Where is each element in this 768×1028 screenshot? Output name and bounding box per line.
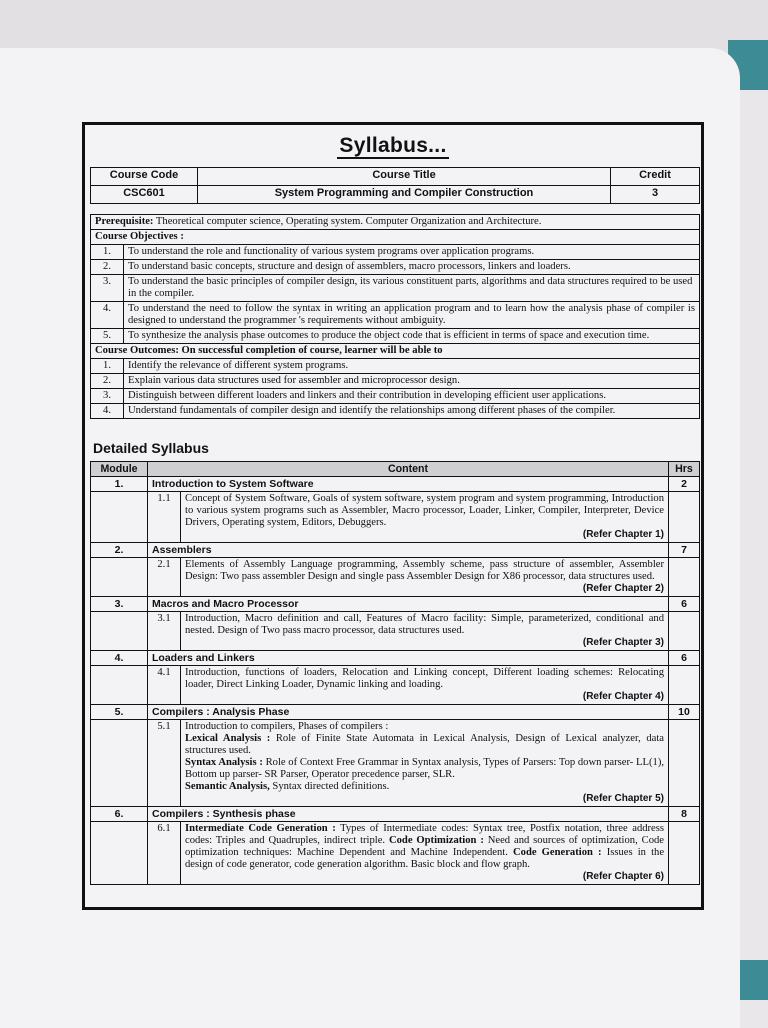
module-row: 4. Loaders and Linkers 6: [91, 651, 700, 666]
outcome-row: 3. Distinguish between different loaders and linkers and their contribution in developing efficient user applications.: [91, 389, 700, 404]
page-title: Syllabus...: [339, 134, 447, 157]
course-title: System Programming and Compiler Construction: [198, 186, 611, 204]
submodule-row: 4.1 Introduction, functions of loaders, Relocation and Linking concept, Different loading schemes: Relocating loader, Direct Linking Loader, Dynamic linking and loading. (Refer Chapter 4): [91, 666, 700, 705]
detailed-syllabus-heading: Detailed Syllabus: [93, 440, 209, 456]
hrs-header: Hrs: [669, 462, 700, 477]
submodule-row: 3.1 Introduction, Macro definition and call, Features of Macro facility: Simple, parameterized, conditional and nested. Design of Two pass macro processor, data structures used. (Refer Chapter 3): [91, 612, 700, 651]
background-top: [0, 0, 768, 55]
objective-row: 2. To understand basic concepts, structure and design of assemblers, macro processors, linkers and loaders.: [91, 260, 700, 275]
outcome-row: 2. Explain various data structures used for assembler and microprocessor design.: [91, 374, 700, 389]
course-code: CSC601: [91, 186, 198, 204]
module-row: 3. Macros and Macro Processor 6: [91, 597, 700, 612]
module-row: 1. Introduction to System Software 2: [91, 477, 700, 492]
outcomes-heading-row: [91, 344, 700, 359]
objective-row: 5. To synthesize the analysis phase outcomes to produce the object code that is efficient in terms of space and execution time.: [91, 329, 700, 344]
prerequisite-label: Prerequisite:: [95, 216, 154, 227]
course-credit: 3: [611, 186, 700, 204]
content-header: Content: [148, 462, 669, 477]
course-info-table: [90, 167, 700, 204]
prerequisite-row: [91, 215, 700, 230]
syllabus-frame: [82, 122, 704, 910]
module-header: Module: [91, 462, 148, 477]
course-value-row: [91, 186, 700, 204]
outcomes-heading: Course Outcomes: On successful completion of course, learner will be able to: [91, 344, 700, 359]
objectives-heading-row: [91, 230, 700, 245]
outcome-row: 4. Understand fundamentals of compiler design and identify the relationships among different phases of the compiler.: [91, 404, 700, 419]
objective-row: 1. To understand the role and functionality of various system programs over application programs.: [91, 245, 700, 260]
submodule-row: 6.1 Intermediate Code Generation : Types of Intermediate codes: Syntax tree, Postfix notation, three address codes: Triples and Quadruples, indirect triple. Code Optimization : Need and sources of optimization, Code optimization techniques: Machine Dependent and Machine Independent. Code Generation : Issues in the design of code generator, code generation algorithm. Basic block and flow graph. (Refer Chapter 6): [91, 822, 700, 885]
objectives-table: [90, 214, 700, 419]
submodule-row: 5.1 Introduction to compilers, Phases of compilers : Lexical Analysis : Role of Finite State Automata in Lexical Analysis, Design of Lexical analyzer, data structures used. Syntax Analysis : Role of Context Free Grammar in Syntax analysis, Types of Parsers: Top down parser- LL(1), Bottom up parser- SR Parser, Operator precedence parser, SLR. Semantic Analysis, Syntax directed definitions. (Refer Chapter 5): [91, 720, 700, 807]
credit-header: Credit: [611, 168, 700, 186]
outcome-row: 1. Identify the relevance of different system programs.: [91, 359, 700, 374]
objectives-heading: Course Objectives :: [91, 230, 700, 245]
submodule-row: 2.1 Elements of Assembly Language programming, Assembly scheme, pass structure of assembler, Assembler Design: Two pass assembler Design and single pass Assembler Design for X86 processor, data structures used. (Refer Chapter 2): [91, 558, 700, 597]
course-code-header: Course Code: [91, 168, 198, 186]
objective-row: 3. To understand the basic principles of compiler design, its various constituent parts, algorithms and data structures required to be used in the compiler.: [91, 275, 700, 302]
course-title-header: Course Title: [198, 168, 611, 186]
table-header-row: [91, 462, 700, 477]
module-row: 6. Compilers : Synthesis phase 8: [91, 807, 700, 822]
detailed-syllabus-table: [90, 461, 700, 885]
objective-row: 4. To understand the need to follow the syntax in writing an application program and to learn how the analysis phase of compiler is designed to understand the programmer 's requirements without ambiguity.: [91, 302, 700, 329]
course-header-row: [91, 168, 700, 186]
module-row: 5. Compilers : Analysis Phase 10: [91, 705, 700, 720]
prerequisite-text: Theoretical computer science, Operating system. Computer Organization and Architecture.: [155, 216, 542, 227]
submodule-row: 1.1 Concept of System Software, Goals of system software, system program and system programming, Introduction to various system programs such as Assembler, Macro processor, Loader, Linker, Compiler, Interpreter, Device Drivers, Operating system, Editors, Debuggers. (Refer Chapter 1): [91, 492, 700, 543]
module-row: 2. Assemblers 7: [91, 543, 700, 558]
